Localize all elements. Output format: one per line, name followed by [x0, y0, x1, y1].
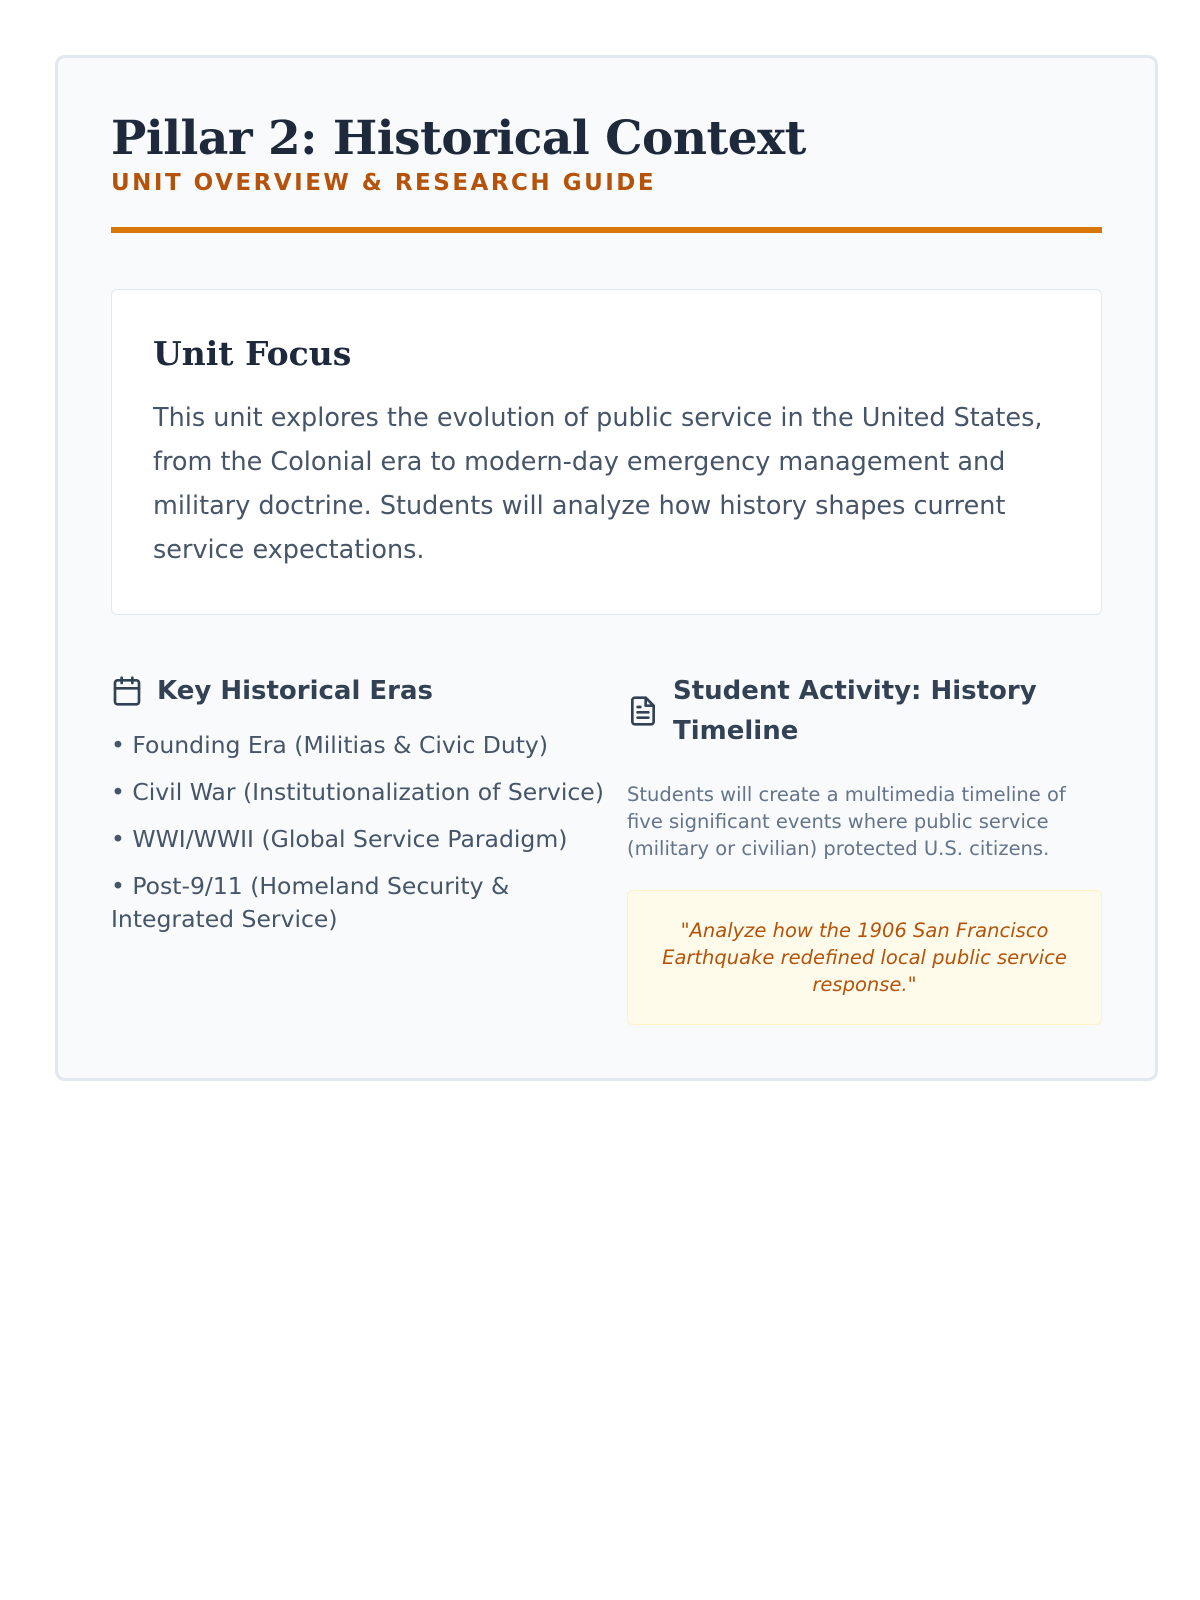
- page-title: Pillar 2: Historical Context: [111, 111, 806, 166]
- unit-focus-panel: [111, 289, 1102, 615]
- list-item: • WWI/WWII (Global Service Paradigm): [111, 825, 568, 853]
- list-item: • Civil War (Institutionalization of Service): [111, 778, 604, 806]
- eras-header: [111, 671, 627, 711]
- list-item: • Founding Era (Militias & Civic Duty): [111, 731, 549, 759]
- activity-prompt-quote: "Analyze how the 1906 San Francisco Earthquake redefined local public service response.": [662, 919, 1067, 996]
- activity-header: [627, 671, 1102, 751]
- eras-heading: Key Historical Eras: [157, 676, 434, 706]
- document-icon: [627, 695, 659, 727]
- content-columns: [111, 671, 1102, 1025]
- eras-list: [111, 729, 627, 936]
- activity-prompt-box: [627, 890, 1102, 1025]
- unit-focus-heading: Unit Focus: [153, 334, 352, 373]
- header-divider: [111, 227, 1102, 233]
- unit-card: [55, 55, 1158, 1081]
- list-item: • Post-9/11 (Homeland Security & Integrated Service): [111, 872, 510, 933]
- unit-focus-text: This unit explores the evolution of public service in the United States, from the Colonial era to modern-day emergency management and military doctrine. Students will analyze how history shapes current service expectations.: [153, 403, 1043, 565]
- calendar-icon: [111, 675, 143, 707]
- page-subtitle: UNIT OVERVIEW & RESEARCH GUIDE: [111, 170, 657, 196]
- eras-section: [111, 671, 627, 1025]
- activity-heading: Student Activity: History Timeline: [673, 676, 1037, 746]
- activity-section: [627, 671, 1102, 1025]
- activity-description: Students will create a multimedia timeline of five significant events where public service (military or civilian) protected U.S. citizens.: [627, 783, 1066, 860]
